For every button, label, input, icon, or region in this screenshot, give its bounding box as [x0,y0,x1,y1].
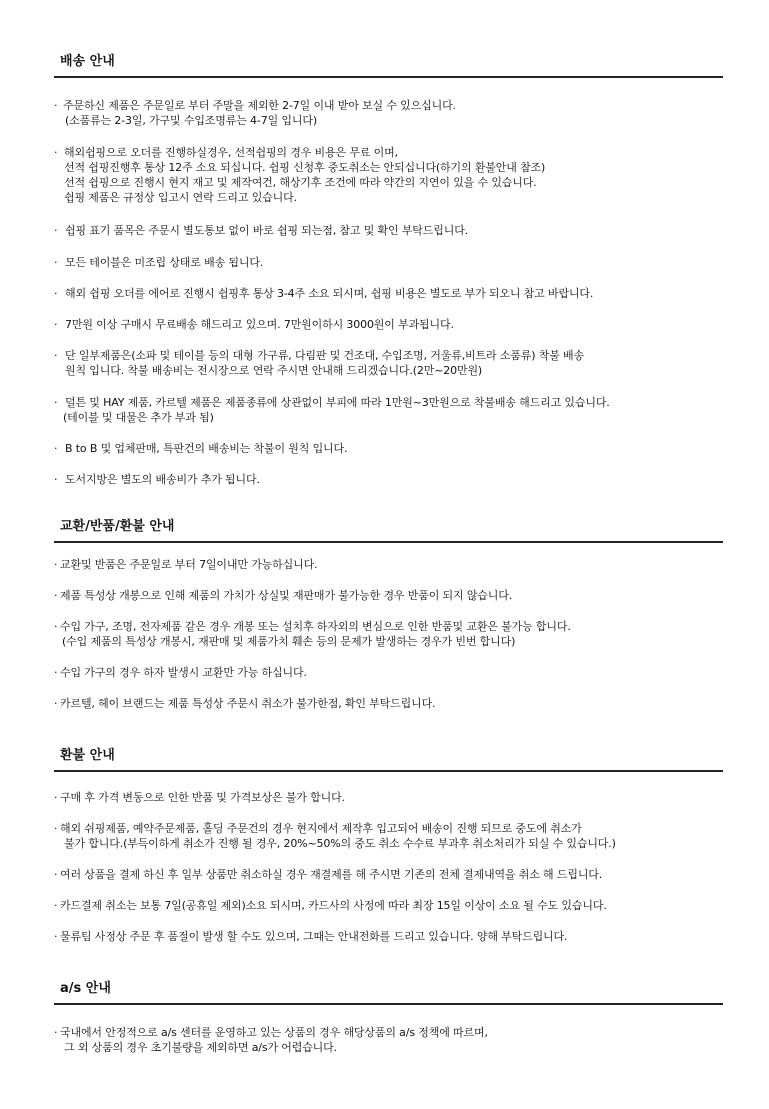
list-item: · 국내에서 안정적으로 a/s 센터를 운영하고 있는 상품의 경우 해당상품의 a/s 정책에 따르며, 그 외 상품의 경우 초기불량을 제외하면 a/s가 어렵습니다. [54,1026,488,1054]
section-shipping [54,54,723,78]
section-divider [54,1003,723,1005]
list-item: · 모든 테이블은 미조립 상태로 배송 됩니다. [54,256,264,269]
list-item: · 여러 상품을 결제 하신 후 일부 상품만 취소하실 경우 재결제를 해 주시면 기존의 전체 결제내역을 취소 해 드립니다. [54,868,603,881]
list-item: · 덜튼 및 HAY 제품, 카르텔 제품은 제품종류에 상관없이 부피에 따라 1만원~3만원으로 착불배송 해드리고 있습니다. (테이블 및 대물은 추가 부과 됨) [54,396,610,424]
list-item: · 7만원 이상 구매시 무료배송 해드리고 있으며. 7만원이하시 3000원이 부과됩니다. [54,318,454,331]
list-item: · 해외 쉬핑제품, 예약주문제품, 홀딩 주문건의 경우 현지에서 제작후 입고되어 배송이 진행 되므로 중도에 취소가 불가 합니다.(부득이하게 취소가 진행 될 경우, 20%~50%의 중도 취소 수수료 부과후 취소처리가 되실 수 있습니다.) [54,822,616,850]
section-exchange-return [54,519,723,543]
section-divider [54,76,723,78]
list-item: · 쉽핑 표기 품목은 주문시 별도통보 없이 바로 쉽핑 되는점, 참고 및 확인 부탁드립니다. [54,224,469,237]
section-title: 환불 안내 [60,748,115,763]
section-divider [54,541,723,543]
list-item: · 카드결제 취소는 보통 7일(공휴일 제외)소요 되시며, 카드사의 사정에 따라 최장 15일 이상이 소요 될 수도 있습니다. [54,899,607,912]
section-title: 교환/반품/환불 안내 [60,519,175,534]
list-item: · 단 일부제품은(소파 및 테이블 등의 대형 가구류, 다림판 및 건조대, 수입조명, 거울류,비트라 소품류) 착불 배송 원칙 입니다. 착불 배송비는 전시장으로 연락 주시면 안내해 드리겠습니다.(2만~20만원) [54,349,584,377]
list-item: · 수입 가구의 경우 하자 발생시 교환만 가능 하십니다. [54,666,307,679]
list-item: · 구매 후 가격 변동으로 인한 반품 및 가격보상은 불가 합니다. [54,791,345,804]
list-item: · 카르텔, 헤이 브랜드는 제품 특성상 주문시 취소가 불가한점, 확인 부탁드립니다. [54,697,436,710]
list-item: · 물류팀 사정상 주문 후 품절이 발생 할 수도 있으며, 그때는 안내전화를 드리고 있습니다. 양해 부탁드립니다. [54,930,568,943]
section-after-service [54,981,723,1005]
section-refund [54,748,723,772]
list-item: · 도서지방은 별도의 배송비가 추가 됩니다. [54,473,260,486]
section-divider [54,770,723,772]
list-item: · 교환및 반품은 주문일로 부터 7일이내만 가능하십니다. [54,558,318,571]
list-item: · 해외 쉽핑 오더를 에어로 진행시 쉽핑후 통상 3-4주 소요 되시며, 쉽핑 비용은 별도로 부가 되오니 참고 바랍니다. [54,287,594,300]
section-title: a/s 안내 [60,981,111,996]
section-title: 배송 안내 [60,54,115,69]
list-item: · 해외쉽핑으로 오더를 진행하실경우, 선적쉽핑의 경우 비용은 무료 이며, 선적 쉽핑진행후 통상 12주 소요 되십니다. 쉽핑 신청후 중도취소는 안되십니다(하기의 환불안내 참조) 선적 쉽핑으로 진행시 현지 재고 및 제작여건, 해상기후 조건에 따라 약간의 지연이 있을 수 있습니다. 쉽핑 제품은 규정상 입고시 연락 드리고 있습니다. [54,146,546,204]
list-item: · B to B 및 업체판매, 특판건의 배송비는 착불이 원칙 입니다. [54,442,348,455]
list-item: · 주문하신 제품은 주문일로 부터 주말을 제외한 2-7일 이내 받아 보실 수 있으십니다. (소품류는 2-3일, 가구및 수입조명류는 4-7일 입니다) [54,99,456,127]
list-item: · 수입 가구, 조명, 전자제품 같은 경우 개봉 또는 설치후 하자외의 변심으로 인한 반품및 교환은 불가능 합니다. (수입 제품의 특성상 개봉시, 재판매 및 제품가치 훼손 등의 문제가 발생하는 경우가 빈번 합니다) [54,620,571,648]
list-item: · 제품 특성상 개봉으로 인해 제품의 가치가 상실및 재판매가 불가능한 경우 반품이 되지 않습니다. [54,589,513,602]
